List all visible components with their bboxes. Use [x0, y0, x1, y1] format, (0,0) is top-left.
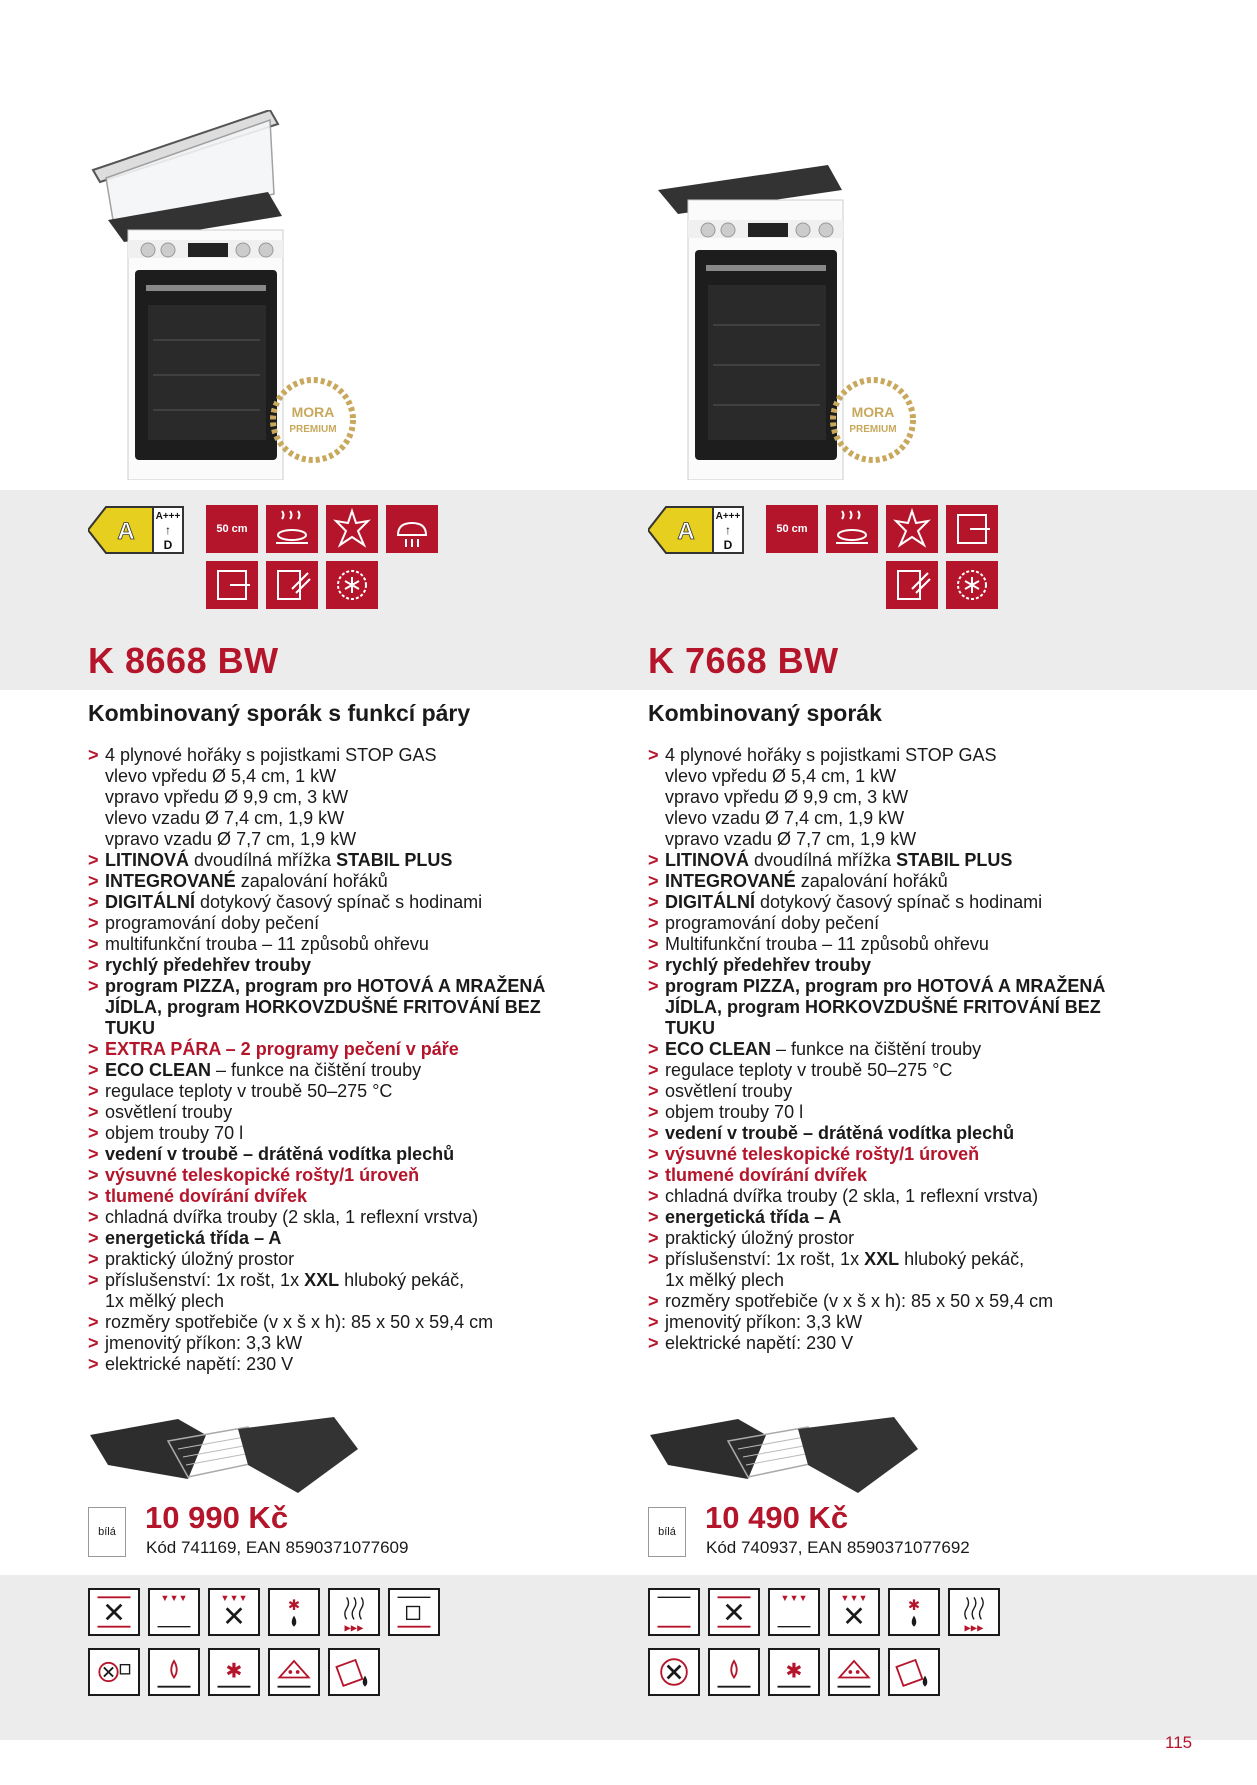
fan-bottom-heat-icon	[88, 1588, 140, 1636]
spec-item: > elektrické napětí: 230 V	[88, 1354, 294, 1374]
spec-item: > jmenovitý příkon: 3,3 kW	[648, 1312, 863, 1332]
eco-clean-icon	[888, 1648, 940, 1696]
top-fan-icon	[828, 1588, 880, 1636]
spec-item: > příslušenství: 1x rošt, 1x XXL hluboký pekáč,	[648, 1249, 1025, 1269]
spec-item: 1x mělký plech	[665, 1270, 785, 1290]
page-number: 115	[1165, 1733, 1193, 1752]
product-code: Kód 740937, EAN 8590371077692	[706, 1538, 970, 1557]
svg-text:✱: ✱	[225, 1660, 243, 1683]
spec-item: > Multifunkční trouba – 11 způsobů ohřevu	[648, 934, 989, 954]
spec-item: > energetická třída – A	[88, 1228, 282, 1248]
spec-item: > objem trouby 70 l	[88, 1123, 244, 1143]
energy-label	[648, 505, 748, 555]
svg-text:▶▶▶: ▶▶▶	[964, 1623, 984, 1633]
defrost-icon	[768, 1648, 820, 1696]
spec-item: > jmenovitý příkon: 3,3 kW	[88, 1333, 303, 1353]
spec-item: > chladná dvířka trouby (2 skla, 1 reflexní vrstva)	[648, 1186, 1039, 1206]
energy-scale-bottom: D	[723, 538, 733, 552]
spec-list	[648, 745, 1188, 1354]
spec-item: > multifunkční trouba – 11 způsobů ohřevu	[88, 934, 429, 954]
pizza-icon	[828, 1648, 880, 1696]
spec-item: > osvětlení trouby	[88, 1102, 233, 1122]
defrost-icon	[326, 561, 378, 609]
color-label: bílá	[648, 1507, 686, 1557]
spec-item: vpravo vzadu Ø 7,7 cm, 1,9 kW	[665, 829, 917, 849]
spec-item: 1x mělký plech	[105, 1291, 225, 1311]
bottom-heat-icon	[388, 1588, 440, 1636]
svg-text:▼▼▼: ▼▼▼	[220, 1593, 248, 1603]
spec-item: vpravo vpředu Ø 9,9 cm, 3 kW	[105, 787, 349, 807]
spec-item: TUKU	[665, 1018, 715, 1038]
gas-burner-icon	[826, 505, 878, 553]
spec-item: > DIGITÁLNÍ dotykový časový spínač s hodinami	[88, 892, 483, 912]
spec-item: > rychlý předehřev trouby	[648, 955, 872, 975]
pizza-icon	[268, 1648, 320, 1696]
spec-item: JÍDLA, program HORKOVZDUŠNÉ FRITOVÁNÍ BEZ	[665, 997, 1101, 1017]
spec-list	[88, 745, 628, 1375]
spec-item: > energetická třída – A	[648, 1207, 842, 1227]
door-icon	[206, 561, 258, 609]
spec-item: > výsuvné teleskopické rošty/1 úroveň	[88, 1165, 420, 1185]
steam-icon	[386, 505, 438, 553]
accessories-image	[88, 1405, 368, 1495]
spec-item: > rozměry spotřebiče (v x š x h): 85 x 50 x 59,4 cm	[88, 1312, 494, 1332]
quick-heat-icon	[326, 505, 378, 553]
spec-item: > INTEGROVANÉ zapalování hořáků	[648, 871, 948, 891]
color-label: bílá	[88, 1507, 126, 1557]
spec-item: JÍDLA, program HORKOVZDUŠNÉ FRITOVÁNÍ BEZ	[105, 997, 541, 1017]
spec-item: > programování doby pečení	[648, 913, 880, 933]
spec-item: vlevo vpředu Ø 5,4 cm, 1 kW	[105, 766, 337, 786]
spec-item: > programování doby pečení	[88, 913, 320, 933]
spec-item: vlevo vzadu Ø 7,4 cm, 1,9 kW	[665, 808, 905, 828]
spec-item: > 4 plynové hořáky s pojistkami STOP GAS	[88, 745, 437, 765]
spec-item: > regulace teploty v troubě 50–275 °C	[648, 1060, 953, 1080]
svg-text:✱: ✱	[907, 1598, 921, 1615]
spec-item: > rychlý předehřev trouby	[88, 955, 312, 975]
defrost-steam-icon	[268, 1588, 320, 1636]
top-fan-icon	[148, 1588, 200, 1636]
spec-item: vlevo vzadu Ø 7,4 cm, 1,9 kW	[105, 808, 345, 828]
svg-text:▼▼▼: ▼▼▼	[780, 1593, 808, 1603]
spec-item: > osvětlení trouby	[648, 1081, 793, 1101]
spec-item: > ECO CLEAN – funkce na čištění trouby	[88, 1060, 422, 1080]
frying-icon	[708, 1648, 760, 1696]
price: 10 990 Kč	[145, 1500, 289, 1535]
spec-item: > výsuvné teleskopické rošty/1 úroveň	[648, 1144, 980, 1164]
mora-premium-badge	[828, 375, 918, 465]
badge-line2: PREMIUM	[849, 424, 897, 435]
telescopic-rail-icon	[266, 561, 318, 609]
spec-item: > DIGITÁLNÍ dotykový časový spínač s hodinami	[648, 892, 1043, 912]
energy-label	[88, 505, 188, 555]
spec-item: > LITINOVÁ dvoudílná mřížka STABIL PLUS	[648, 850, 1013, 870]
spec-item: > regulace teploty v troubě 50–275 °C	[88, 1081, 393, 1101]
badge-line2: PREMIUM	[289, 424, 337, 435]
defrost-icon	[946, 561, 998, 609]
badge-line1: MORA	[291, 404, 335, 420]
steam-program-icon	[948, 1588, 1000, 1636]
svg-text:✱: ✱	[287, 1598, 301, 1615]
badge-line1: MORA	[851, 404, 895, 420]
gas-burner-icon	[266, 505, 318, 553]
fan-grill-icon	[88, 1648, 140, 1696]
spec-item: vlevo vpředu Ø 5,4 cm, 1 kW	[665, 766, 897, 786]
product-subtitle: Kombinovaný sporák s funkcí páry	[88, 700, 471, 726]
product-subtitle: Kombinovaný sporák	[648, 700, 882, 726]
top-fan-bottom-icon	[208, 1588, 260, 1636]
price: 10 490 Kč	[705, 1500, 849, 1535]
svg-text:▼▼▼: ▼▼▼	[160, 1593, 188, 1603]
svg-text:↑: ↑	[165, 523, 171, 537]
eco-clean-icon	[328, 1648, 380, 1696]
top-heat-icon	[768, 1588, 820, 1636]
spec-item: > vedení v troubě – drátěná vodítka plechů	[88, 1144, 455, 1164]
spec-item: vpravo vzadu Ø 7,7 cm, 1,9 kW	[105, 829, 357, 849]
accessories-image	[648, 1405, 928, 1495]
product-column-2	[648, 0, 1208, 1785]
spec-item: > EXTRA PÁRA – 2 programy pečení v páře	[88, 1039, 459, 1059]
product-code: Kód 741169, EAN 8590371077609	[146, 1538, 409, 1557]
energy-class: A	[117, 518, 135, 545]
fan-grill-icon	[648, 1648, 700, 1696]
spec-item: > ECO CLEAN – funkce na čištění trouby	[648, 1039, 982, 1059]
product-column-1	[88, 0, 648, 1785]
spec-item: > objem trouby 70 l	[648, 1102, 804, 1122]
svg-text:✱: ✱	[785, 1660, 803, 1683]
spec-item: TUKU	[105, 1018, 155, 1038]
spec-item: > praktický úložný prostor	[88, 1249, 295, 1269]
spec-item: > vedení v troubě – drátěná vodítka plechů	[648, 1123, 1015, 1143]
defrost-icon	[208, 1648, 260, 1696]
energy-scale-bottom: D	[163, 538, 173, 552]
energy-scale-top: A+++	[715, 511, 741, 522]
svg-text:▶▶▶: ▶▶▶	[344, 1623, 364, 1633]
spec-item: > chladná dvířka trouby (2 skla, 1 reflexní vrstva)	[88, 1207, 479, 1227]
svg-text:▼▼▼: ▼▼▼	[840, 1593, 868, 1603]
fan-bottom-heat-icon	[708, 1588, 760, 1636]
spec-item: > program PIZZA, program pro HOTOVÁ A MRAŽENÁ	[648, 976, 1106, 996]
spec-item: > tlumené dovírání dvířek	[648, 1165, 868, 1185]
width-50cm-icon	[206, 505, 258, 553]
bottom-heat-icon	[648, 1588, 700, 1636]
spec-item: > LITINOVÁ dvoudílná mřížka STABIL PLUS	[88, 850, 453, 870]
spec-item: > elektrické napětí: 230 V	[648, 1333, 854, 1353]
defrost-steam-icon	[888, 1588, 940, 1636]
spec-item: > 4 plynové hořáky s pojistkami STOP GAS	[648, 745, 997, 765]
frying-icon	[148, 1648, 200, 1696]
steam-program-icon	[328, 1588, 380, 1636]
spec-item: > praktický úložný prostor	[648, 1228, 855, 1248]
spec-item: > rozměry spotřebiče (v x š x h): 85 x 50 x 59,4 cm	[648, 1291, 1054, 1311]
spec-item: > tlumené dovírání dvířek	[88, 1186, 308, 1206]
energy-class: A	[677, 518, 695, 545]
telescopic-rail-icon	[886, 561, 938, 609]
spec-item: > program PIZZA, program pro HOTOVÁ A MRAŽENÁ	[88, 976, 546, 996]
svg-text:↑: ↑	[725, 523, 731, 537]
spec-item: vpravo vpředu Ø 9,9 cm, 3 kW	[665, 787, 909, 807]
width-50cm-icon	[766, 505, 818, 553]
door-icon	[946, 505, 998, 553]
energy-scale-top: A+++	[155, 511, 181, 522]
model-name: K 8668 BW	[88, 640, 279, 681]
width-label: 50 cm	[216, 523, 248, 535]
model-name: K 7668 BW	[648, 640, 839, 681]
mora-premium-badge	[268, 375, 358, 465]
quick-heat-icon	[886, 505, 938, 553]
spec-item: > INTEGROVANÉ zapalování hořáků	[88, 871, 388, 891]
spec-item: > příslušenství: 1x rošt, 1x XXL hluboký pekáč,	[88, 1270, 465, 1290]
width-label: 50 cm	[776, 523, 808, 535]
